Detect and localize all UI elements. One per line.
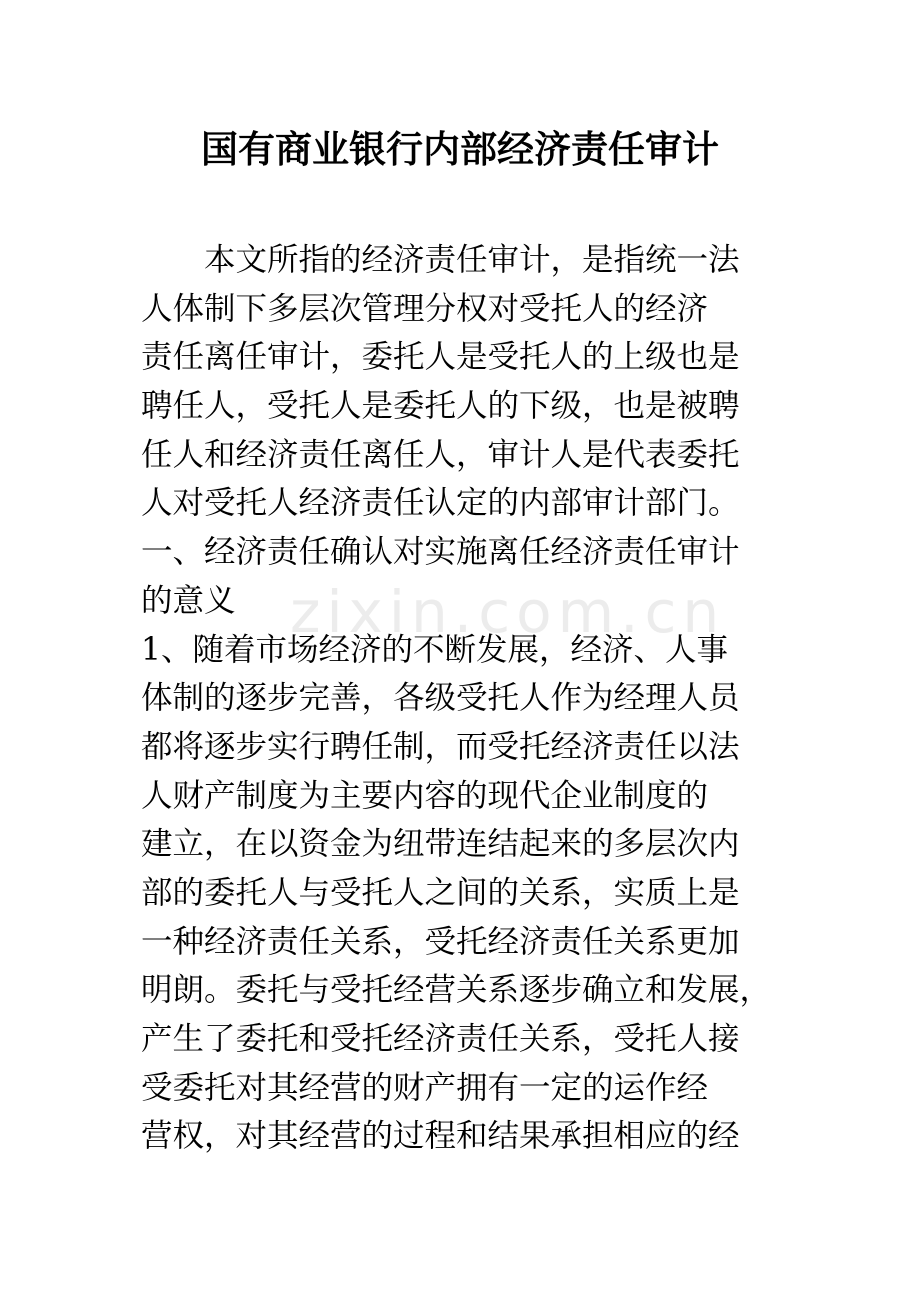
body-line: 明朗。委托与受托经营关系逐步确立和发展， xyxy=(141,972,772,1009)
body-line: 建立，在以资金为纽带连结起来的多层次内 xyxy=(141,826,740,863)
document-title: 国有商业银行内部经济责任审计 xyxy=(201,127,719,171)
body-line: 部的委托人与受托人之间的关系，实质上是 xyxy=(141,874,740,911)
body-line: 一种经济责任关系，受托经济责任关系更加 xyxy=(141,923,740,960)
body-line: 都将逐步实行聘任制，而受托经济责任以法 xyxy=(141,728,740,765)
section-heading-cont: 的意义 xyxy=(141,582,236,619)
body-line: 任人和经济责任离任人，审计人是代表委托 xyxy=(141,436,740,473)
body-line: 聘任人，受托人是委托人的下级，也是被聘 xyxy=(141,388,740,425)
document-body xyxy=(141,236,801,1161)
body-line: 责任离任审计，委托人是受托人的上级也是 xyxy=(141,339,740,376)
body-line: 人对受托人经济责任认定的内部审计部门。 xyxy=(141,485,740,522)
body-line: 产生了委托和受托经济责任关系，受托人接 xyxy=(141,1021,740,1057)
body-line: 受委托对其经营的财产拥有一定的运作经 xyxy=(141,1069,709,1106)
body-line: 人体制下多层次管理分权对受托人的经济 xyxy=(141,290,709,327)
body-line: 人财产制度为主要内容的现代企业制度的 xyxy=(141,777,709,814)
section-heading: 一、经济责任确认对实施离任经济责任审计 xyxy=(141,534,740,571)
body-line: 体制的逐步完善，各级受托人作为经理人员 xyxy=(141,680,740,717)
body-line: 本文所指的经济责任审计，是指统一法 xyxy=(141,242,740,278)
watermark: zixin.com.cn xyxy=(290,578,726,646)
body-line: 1、随着市场经济的不断发展，经济、人事 xyxy=(141,631,729,668)
body-line: 营权，对其经营的过程和结果承担相应的经 xyxy=(141,1118,740,1155)
